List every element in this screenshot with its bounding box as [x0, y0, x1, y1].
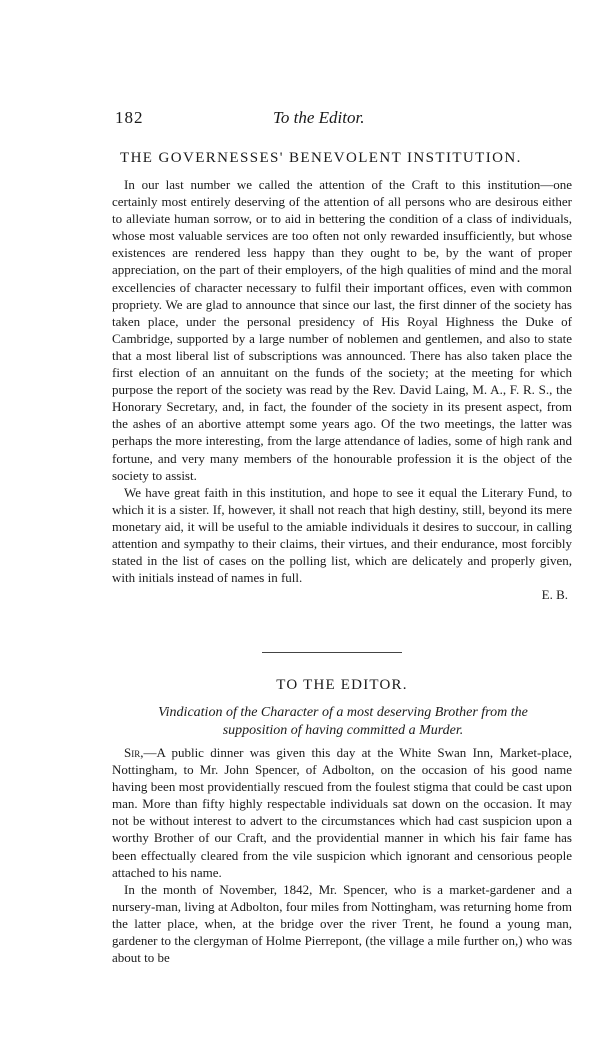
paragraph-text: —A public dinner was given this day at the White Swan Inn, Market-place, Nottingham, to Mr. John Spencer, of Adbolton, on the occasion of his good name having been most providentially rescued from the foulest stigma that could be cast upon man. More than fifty highly respectable individuals sat down on the occasion. It may not be without interest to advert to the circumstances which had cast suspicion upon a worthy Brother of our Craft, and the providential manner in which his fair fame has been effectually cleared from the vile suspicion which ignorant and censorious people attached to his name. [112, 745, 572, 880]
subtitle-line: Vindication of the Character of a most deserving Brother from the [158, 705, 528, 720]
subtitle-line: supposition of having committed a Murder. [222, 723, 464, 738]
paragraph [112, 744, 572, 881]
article-body [112, 176, 572, 603]
letter-subtitle [118, 704, 568, 740]
page-header [115, 108, 570, 130]
salutation: Sir, [124, 745, 144, 760]
section-divider [262, 652, 402, 653]
page-number: 182 [115, 108, 144, 127]
paragraph: In the month of November, 1842, Mr. Spencer, who is a market-gardener and a nursery-man, living at Adbolton, four miles from Nottingham, was returning home from the latter place, when, at the bridge over the river Trent, he found a young man, gardener to the clergyman of Holme Pierrepont, (the village a mile further on,) who was about to be [112, 881, 572, 966]
paragraph: In our last number we called the attention of the Craft to this institution—one certainly most entirely deserving of the attention of all persons who are desirous either to alleviate human sorrow, or to aid in bettering the condition of a class of individuals, whose most valuable services are too often not only rewarded insufficiently, but whose existences are rendered less happy than they ought to be, by the want of proper appreciation, on the part of their employers, of the high qualities of mind and the moral excellencies of character necessary to fulfil their important offices, even with common propriety. We are glad to announce that since our last, the first dinner of the society has taken place, under the personal presidency of His Royal Highness the Duke of Cambridge, supported by a large number of noblemen and gentlemen, and also to state that a most liberal list of subscriptions was announced. There has also taken place the first election of an annuitant on the funds of the society; at the meeting for which purpose the report of the society was read by the Rev. David Laing, M. A., F. R. S., the Honorary Secretary, and, in fact, the founder of the society in its present aspect, from the ashes of an abortive attempt some years ago. Of the two meetings, the latter was perhaps the more interesting, from the large attendance of ladies, some of high rank and fortune, and very many members of the honourable profession it is the object of the society to assist. [112, 177, 572, 483]
letter-body [112, 744, 572, 966]
letter-title: TO THE EDITOR. [276, 677, 408, 693]
signature: E. B. [541, 587, 568, 603]
running-head: To the Editor. [273, 108, 365, 127]
article-title: THE GOVERNESSES' BENEVOLENT INSTITUTION. [120, 150, 522, 166]
paragraph: We have great faith in this institution, and hope to see it equal the Literary Fund, to which it is a sister. If, however, it shall not reach that high destiny, still, beyond its mere monetary aid, it will be useful to the amiable individuals it desires to succour, in calling attention and sympathy to their claims, their virtues, and their endurance, most forcibly stated in the list of cases on the polling list, which are delicately and properly given, with initials instead of names in full. [112, 484, 572, 586]
